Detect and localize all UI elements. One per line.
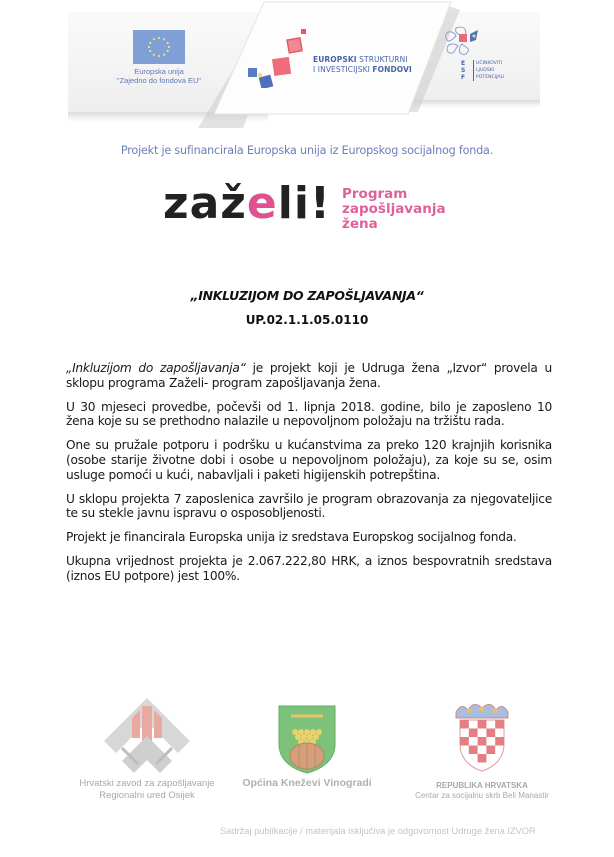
paragraph: „Inkluzijom do zapošljavanja“ je projekt koji je Udruga žena „Izvor“ provela u sklopu programa Zaželi- program zapošljavanja žena. (66, 361, 552, 390)
esf-letters: E S F (461, 60, 466, 81)
esf-words: UČINKOVITI LJUDSKI POTENCIJALI (473, 60, 504, 81)
cofinancing-statement: Projekt je sufinancirala Europska unija iz Europskog socijalnog fonda. (120, 144, 494, 157)
hzz-logo-icon (102, 696, 192, 774)
partner-czss-line2: Centar za socijalnu skrb Beli Manastir (415, 791, 549, 800)
zazeli-wordmark: zaželi! (163, 178, 331, 229)
project-title: „INKLUZIJOM DO ZAPOŠLJAVANJA“ (190, 288, 424, 303)
paragraph: One su pružale potporu i podršku u kućanstvima za preko 120 krajnjih korisnika (osobe starije životne dobi i osobe u nepovoljnom položaju), za koje su se, osim usluge pomoći u kući, nabavljali i paketi higijenskih potrepština. (66, 438, 552, 482)
partner-opcina-line1: Općina Kneževi Vinogradi (242, 777, 372, 789)
eu-logo (104, 30, 214, 85)
eu-caption-line2: "Zajedno do fondova EU" (116, 76, 202, 85)
partner-hzz-line2: Regionalni ured Osijek (99, 790, 195, 801)
paragraph: U sklopu projekta 7 zaposlenica završilo je program obrazovanja za njegovateljice te su stekle javnu ispravu o osposobljenosti. (66, 491, 552, 521)
project-description (66, 361, 552, 593)
esf-pinwheel-icon (442, 24, 492, 58)
esif-logo (246, 30, 416, 80)
footer-disclaimer: Sadržaj publikacije / materijala isključiva je odgovornost Udruge žena IZVOR (220, 826, 536, 836)
project-code: UP.02.1.1.05.0110 (245, 313, 369, 327)
partner-czss-line1: REPUBLIKA HRVATSKA (436, 781, 528, 790)
paragraph: Projekt je financirala Europska unija iz sredstava Europskog socijalnog fonda. (66, 530, 517, 545)
croatia-coat-of-arms-icon (452, 700, 512, 772)
partner-opcina (232, 704, 382, 789)
zazeli-pink-letter: e (246, 178, 278, 229)
partner-hzz (62, 696, 232, 802)
esif-text: EUROPSKI STRUKTURNI I INVESTICIJSKI FONDOVI (313, 55, 412, 74)
header-banner (68, 0, 540, 128)
eu-caption-line1: Europska unija (134, 67, 184, 76)
zazeli-subtitle: Program zapošljavanja žena (342, 186, 446, 232)
esif-squares-icon (246, 28, 316, 88)
eu-flag-icon (133, 30, 185, 64)
paragraph: U 30 mjeseci provedbe, počevši od 1. lipnja 2018. godine, bilo je zaposleno 10 žena koje su se prethodno nalazile u nepovoljnom položaju na tržištu rada. (66, 399, 552, 429)
partner-hzz-line1: Hrvatski zavod za zapošljavanje (79, 778, 215, 789)
zazeli-logo (163, 178, 463, 246)
esf-logo (440, 30, 510, 100)
knezevi-vinogradi-coat-of-arms-icon (277, 704, 337, 774)
paragraph: Ukupna vrijednost projekta je 2.067.222,80 HRK, a iznos bespovratnih sredstava (iznos EU potpore) jest 100%. (66, 554, 552, 584)
partner-czss (392, 700, 572, 801)
paragraph-italic-lead: „Inkluzijom do zapošljavanja“ (66, 361, 246, 375)
